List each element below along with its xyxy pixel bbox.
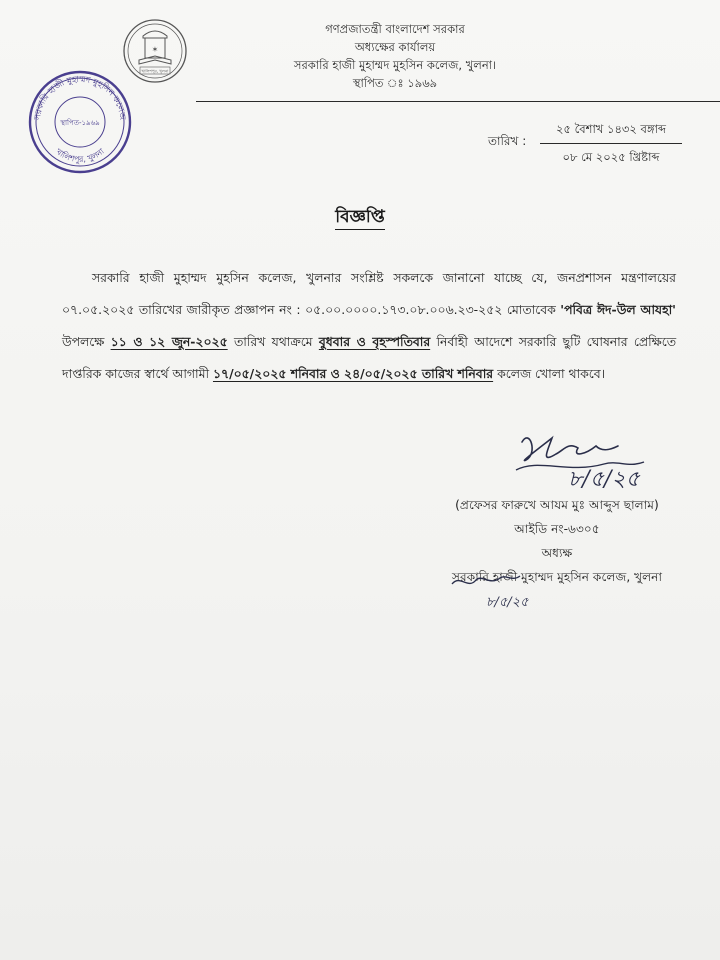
institution-name: সরকারি হাজী মুহাম্মদ মুহসিন কলেজ, খুলনা। — [293, 58, 497, 72]
government-name: গণপ্রজাতন্ত্রী বাংলাদেশ সরকার — [325, 22, 465, 36]
eid-name: 'পবিত্র ঈদ-উল আযহা' — [560, 302, 676, 317]
notice-text-5: কলেজ খোলা থাকবে। — [497, 366, 606, 381]
date-label: তারিখ : — [488, 134, 527, 148]
notice-text-4: নির্বাহী আদেশে সরকারি ছুটি ঘোষনার প্রেক্ষিতে দাপ্তরিক কাজের স্বার্থে আগামী — [62, 334, 676, 381]
holiday-days: বুধবার ও বৃহস্পতিবার — [318, 334, 431, 349]
svg-text:✶: ✶ — [151, 45, 159, 54]
seal-top-text: সরকারি হাজী মুহাম্মদ মুহসিন কলেজ — [32, 74, 128, 121]
seal-middle-text: স্থাপিত-১৯৬৯ — [60, 119, 100, 127]
svg-text:সরকারি হাজী মুহাম্মদ মুহসিন কল — [33, 75, 127, 122]
signatory-institution: সরকারি হাজী মুহাম্মদ মুহসিন কলেজ, খুলনা — [451, 570, 662, 584]
open-dates: ১৭/০৫/২০২৫ শনিবার ও ২৪/০৫/২০২৫ তারিখ শনিবার — [212, 366, 494, 381]
date-bangla: ২৫ বৈশাখ ১৪৩২ বঙ্গাব্দ — [540, 121, 682, 144]
notice-body — [62, 262, 676, 390]
notice-text-1: সরকারি হাজী মুহাম্মদ মুহসিন কলেজ, খুলনার সংশ্লিষ্ট সকলকে জানানো যাচ্ছে যে, জনপ্রশাসন মন্ত্রণালয়ের ০৭.০৫.২০২৫ তারিখের জারীকৃত প্রজ্ঞাপন নং : ০৫.০০.০০০০.১৭৩.০৮.০০৬.২৩-২৫২ মোতাবেক — [62, 270, 676, 317]
notice-text-3: তারিখ যথাক্রমে — [233, 334, 313, 349]
office-name: অধ্যক্ষের কার্যালয় — [354, 40, 436, 54]
signature-date: ৮/৫/২৫ — [568, 467, 640, 492]
notice-title — [0, 204, 720, 232]
established-text: স্থাপিত ঃ ১৯৬৯ — [352, 76, 438, 90]
holiday-dates: ১১ ও ১২ জুন-২০২৫ — [110, 334, 228, 349]
header-divider — [196, 101, 720, 102]
signatory-id: আইডি নং-৬৩০৫ — [514, 522, 600, 536]
signatory-designation: অধ্যক্ষ — [541, 546, 573, 560]
date-gregorian: ০৮ মে ২০২৫ খ্রিষ্টাব্দ — [562, 150, 660, 164]
letterhead — [230, 20, 560, 92]
college-seal-icon — [26, 68, 134, 176]
notice-text-2: উপলক্ষে — [62, 334, 105, 349]
seal-bottom-text: খালিশপুর, খুলনা — [54, 146, 106, 165]
signatory-name: (প্রফেসর ফারুখে আযম মুঃ আব্দুস ছালাম) — [455, 498, 659, 512]
logo-caption: খালিশপুর, খুলনা — [141, 68, 169, 74]
date-block — [540, 121, 682, 168]
initial-signature — [446, 568, 536, 612]
initial-date: ৮/৫/২৫ — [486, 595, 529, 610]
notice-title-text: বিজ্ঞপ্তি — [335, 207, 384, 230]
